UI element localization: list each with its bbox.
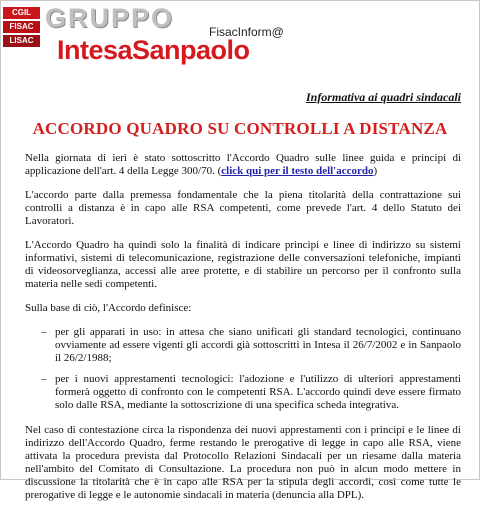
subheader: Informativa ai quadri sindacali [305,90,461,104]
logo-cgil: CGIL [3,7,40,19]
logo-lisac: LISAC [3,35,40,47]
paragraph-finalita: L'Accordo Quadro ha quindi solo la finalità di indicare principi e linee di indirizzo su sistemi informativi, sistemi di telecomunicazione, registrazione delle conversazioni telefoniche, impianti di videosorveglianza, accessi alle aree protette, e di stabilire un percorso per il confronto sulla materia nelle sedi competenti. [25,239,461,290]
definitions-list [25,326,461,412]
paragraph-intro-end: ) [373,165,378,177]
list-item [25,373,461,412]
accordo-text-link[interactable]: click qui per il testo dell'accordo [221,165,374,177]
gruppo-wordmark: GRUPPO [45,3,175,33]
paragraph-intro-text: Nella giornata di ieri è stato sottoscritto l'Accordo Quadro sulle linee guida e principi di applicazione dell'art. 4 della Legge 300/70. ( [25,152,461,177]
list-item-text: per i nuovi apprestamenti tecnologici: l'adozione e l'utilizzo di ulteriori apprestamenti formerà oggetto di confronto con le competenti RSA. L'accordo quindi deve essere firmato solo dalle RSA, mediante la sottoscrizione di una specifica scheda integrativa. [55,373,461,411]
bullet-dash: – [41,373,47,385]
document-body [25,152,461,513]
page-title: ACCORDO QUADRO SU CONTROLLI A DISTANZA [32,119,448,138]
paragraph-contestazione: Nel caso di contestazione circa la rispondenza dei nuovi apprestamenti con i principi e le linee di indirizzo dell'Accordo Quadro, ferme restando le prerogative di legge in capo alle RSA, viene attivata la procedura prevista dal Protocollo Relazioni Sindacali per un riesame dalla materia nell'ambito del Comitato di Consultazione. La procedura non può in alcun modo mettere in discussione la titolarità che è in capo alle RSA per la stipula degli accordi, così come tutte le prerogative di legge e le autonomie sindacali in materia (denuncia alla DPL). [25,424,461,501]
list-item [25,326,461,365]
bullet-dash: – [41,326,47,338]
list-item-text: per gli apparati in uso: in attesa che siano unificati gli standard tecnologici, continuano ovviamente ad essere vigenti gli accordi già sottoscritti in Intesa il 26/7/2002 e in Sanpaolo il 26/2/1988; [55,326,461,364]
union-logo [3,7,40,49]
intesasanpaolo-wordmark: IntesaSanpaolo [57,35,250,65]
fisacinform-label: FisacInform@ [209,25,284,39]
paragraph-definisce: Sulla base di ciò, l'Accordo definisce: [25,302,192,314]
paragraph-premessa: L'accordo parte dalla premessa fondamentale che la piena titolarità della contrattazione sui controlli a distanza è in capo alle RSA competenti, come prevede l'art. 4 dello Statuto dei Lavoratori. [25,189,461,227]
logo-fisac: FISAC [3,21,40,33]
paragraph-intro [25,152,461,178]
